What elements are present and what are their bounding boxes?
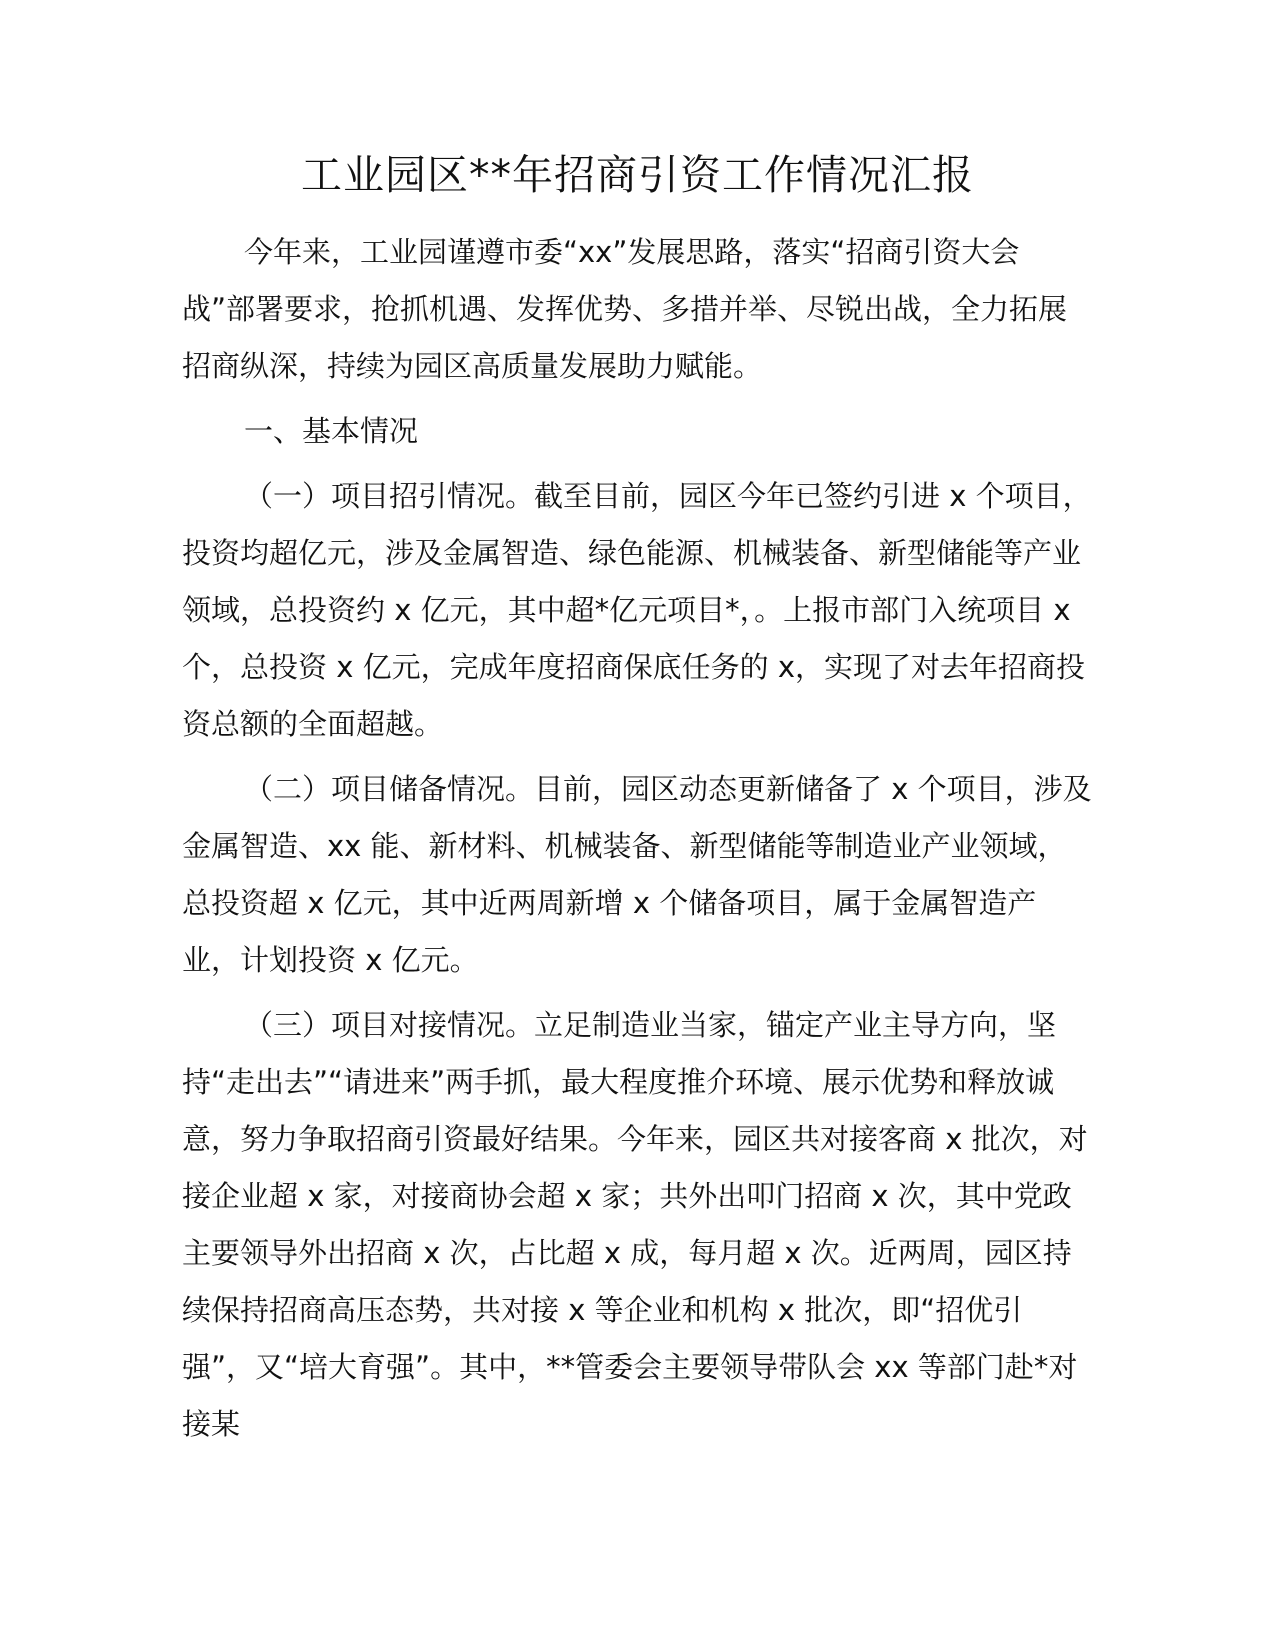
intro-paragraph: 今年来，工业园谨遵市委“xx”发展思路，落实“招商引资大会战”部署要求，抢抓机遇、发挥优势、多措并举、尽锐出战，全力拓展招商纵深，持续为园区高质量发展助力赋能。 [182, 235, 1068, 383]
document-title: 工业园区**年招商引资工作情况汇报 [301, 151, 974, 199]
section-heading-basic: 一、基本情况 [244, 414, 419, 448]
paragraph-project-attraction: （一）项目招引情况。截至目前，园区今年已签约引进 x 个项目，投资均超亿元，涉及金属智造、绿色能源、机械装备、新型储能等产业领域，总投资约 x 亿元，其中超*亿元项目*，。上报市部门入统项目 x 个，总投资 x 亿元，完成年度招商保底任务的 x，实现了对去年招商投资总额的全面超越。 [182, 479, 1092, 741]
document-body [182, 224, 1092, 1461]
paragraph-project-reserve: （二）项目储备情况。目前，园区动态更新储备了 x 个项目，涉及金属智造、xx 能、新材料、机械装备、新型储能等制造业产业领域，总投资超 x 亿元，其中近两周新增 x 个储备项目，属于金属智造产业，计划投资 x 亿元。 [182, 772, 1092, 977]
paragraph-project-docking: （三）项目对接情况。立足制造业当家，锚定产业主导方向，坚持“走出去”“请进来”两手抓，最大程度推介环境、展示优势和释放诚意，努力争取招商引资最好结果。今年来，园区共对接客商 x 批次，对接企业超 x 家，对接商协会超 x 家；共外出叩门招商 x 次，其中党政主要领导外出招商 x 次，占比超 x 成，每月超 x 次。近两周，园区持续保持招商高压态势，共对接 x 等企业和机构 x 批次，即“招优引强”，又“培大育强”。其中，**管委会主要领导带队会 xx 等部门赴*对接某 [182, 1008, 1088, 1441]
